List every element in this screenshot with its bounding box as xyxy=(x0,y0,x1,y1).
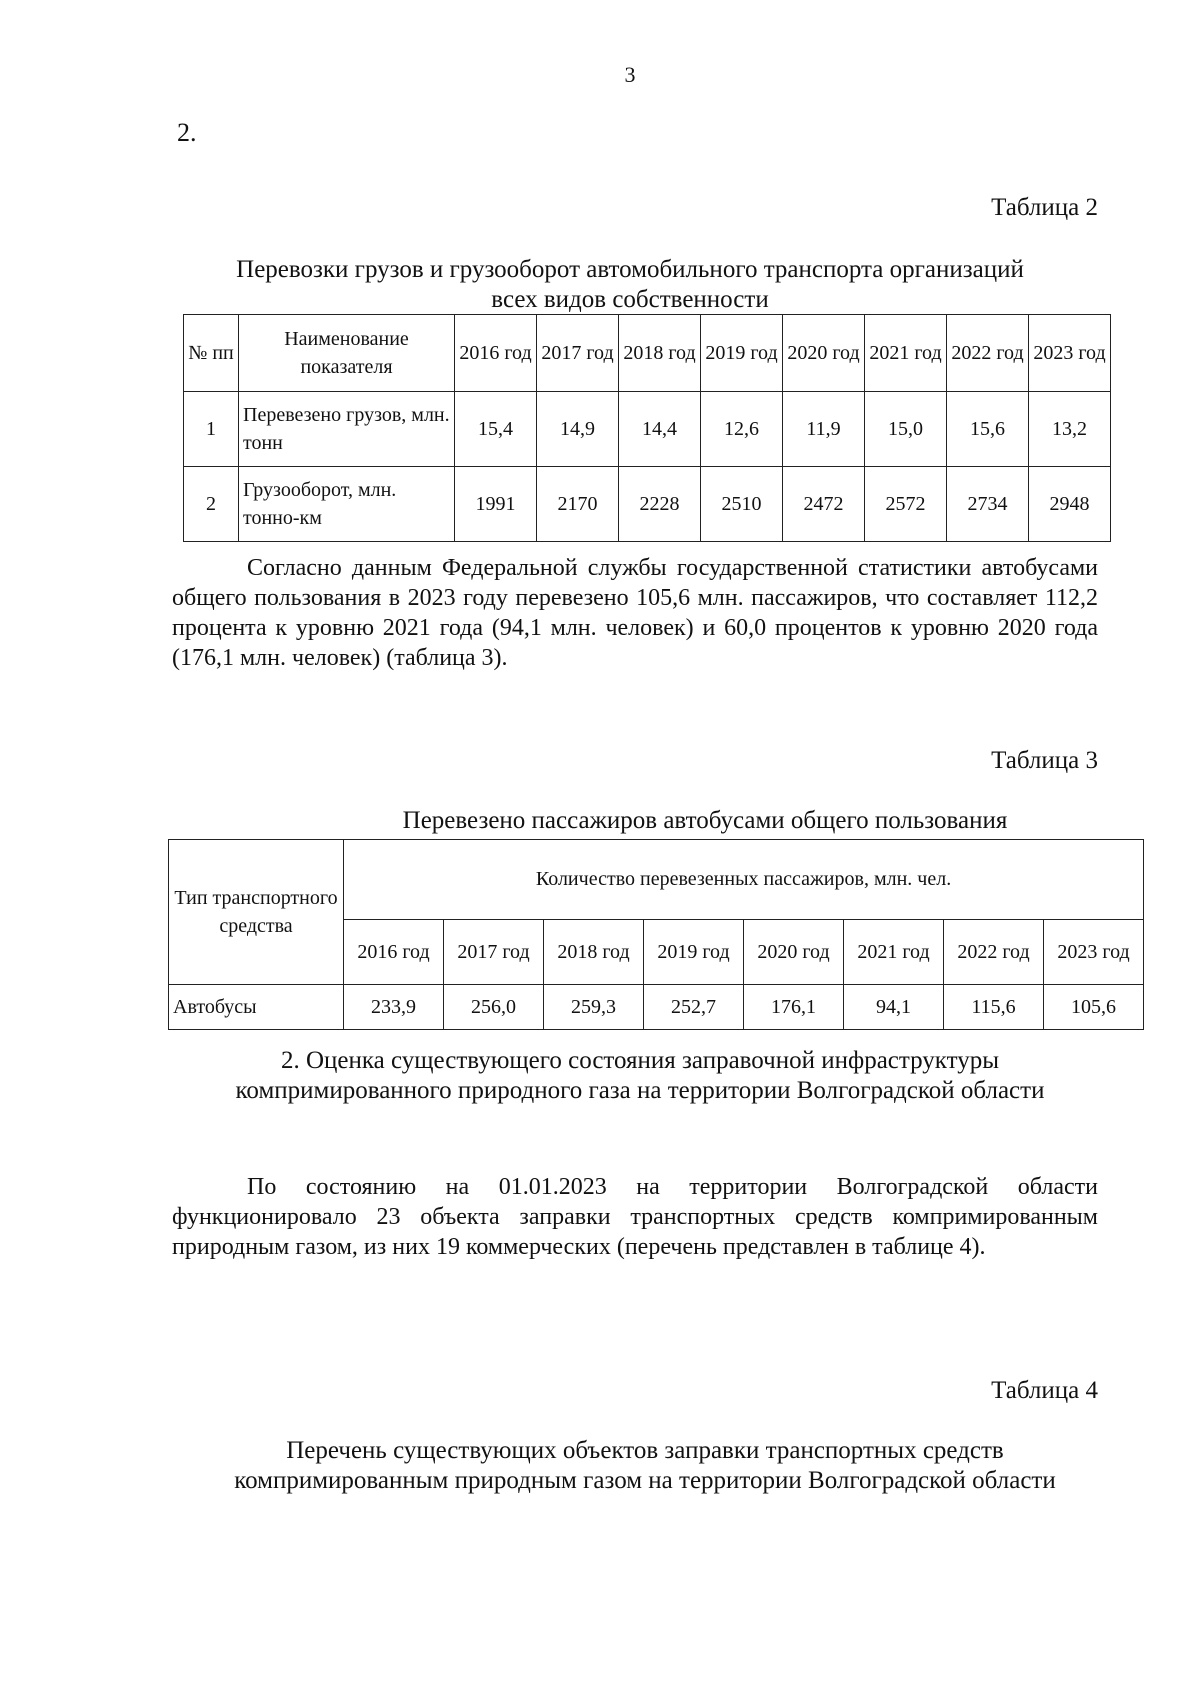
cell-value: 252,7 xyxy=(644,985,744,1030)
table2-title-line2: всех видов собственности xyxy=(491,286,769,313)
table2-header-year: 2020 год xyxy=(783,315,865,392)
row-name: Перевезено грузов, млн. тонн xyxy=(239,392,455,467)
section2-heading: 2. Оценка существующего состояния заправочной инфраструктуры компримированного природного газа на территории Волгоградской области xyxy=(235,1047,1045,1104)
cell-value: 2228 xyxy=(619,467,701,542)
table3-title: Перевезено пассажиров автобусами общего пользования xyxy=(402,807,1008,834)
table-row xyxy=(169,985,1144,1030)
table-row xyxy=(184,392,1111,467)
cell-value: 2734 xyxy=(947,467,1029,542)
cell-value: 256,0 xyxy=(444,985,544,1030)
paragraph-stations: По состоянию на 01.01.2023 на территории Волгоградской области функционировало 23 объекта заправки транспортных средств компримированным природным газом, из них 19 коммерческих (перечень представлен в таблице 4). xyxy=(172,1174,1098,1260)
cell-value: 15,0 xyxy=(865,392,947,467)
row-name: Грузооборот, млн. тонно-км xyxy=(239,467,455,542)
table3-header-year: 2017 год xyxy=(444,919,544,984)
paragraph-passengers: Согласно данным Федеральной службы государственной статистики автобусами общего пользования в 2023 году перевезено 105,6 млн. пассажиров, что составляет 112,2 процента к уровню 2021 года (94,1 млн. человек) и 60,0 процентов к уровню 2020 года (176,1 млн. человек) (таблица 3). xyxy=(172,555,1098,671)
cell-value: 14,9 xyxy=(537,392,619,467)
cell-value: 94,1 xyxy=(844,985,944,1030)
table3-header-year: 2023 год xyxy=(1044,919,1144,984)
cell-value: 2472 xyxy=(783,467,865,542)
table2-header-year: 2018 год xyxy=(619,315,701,392)
table3-header-year: 2019 год xyxy=(644,919,744,984)
table2-header-year: 2022 год xyxy=(947,315,1029,392)
cell-value: 115,6 xyxy=(944,985,1044,1030)
table3-header-year: 2020 год xyxy=(744,919,844,984)
table3-header-year: 2021 год xyxy=(844,919,944,984)
row-num: 2 xyxy=(184,467,239,542)
table2-header-num: № пп xyxy=(184,315,239,392)
table2-header-name: Наименование показателя xyxy=(239,315,455,392)
page-number: 3 xyxy=(624,62,636,87)
section-marker: 2. xyxy=(177,118,197,147)
table3-header-year: 2016 год xyxy=(344,919,444,984)
table3-header-type: Тип транспортного средства xyxy=(169,840,344,985)
cell-value: 2572 xyxy=(865,467,947,542)
cell-value: 233,9 xyxy=(344,985,444,1030)
table2-header-year: 2019 год xyxy=(701,315,783,392)
cell-value: 105,6 xyxy=(1044,985,1144,1030)
cell-value: 2510 xyxy=(701,467,783,542)
cell-value: 13,2 xyxy=(1029,392,1111,467)
table3-header-row xyxy=(169,840,1144,920)
cell-value: 15,6 xyxy=(947,392,1029,467)
table3-label: Таблица 3 xyxy=(991,747,1098,774)
table2-header-row xyxy=(184,315,1111,392)
table4-label: Таблица 4 xyxy=(991,1377,1098,1404)
table2-title xyxy=(160,255,1100,315)
cell-value: 259,3 xyxy=(544,985,644,1030)
table2-header-year: 2016 год xyxy=(455,315,537,392)
cell-value: 15,4 xyxy=(455,392,537,467)
table2-label: Таблица 2 xyxy=(991,194,1098,221)
table-row xyxy=(184,467,1111,542)
table2 xyxy=(183,314,1111,542)
row-num: 1 xyxy=(184,392,239,467)
cell-value: 14,4 xyxy=(619,392,701,467)
table3-header-year: 2018 год xyxy=(544,919,644,984)
table2-header-year: 2023 год xyxy=(1029,315,1111,392)
table2-header-year: 2017 год xyxy=(537,315,619,392)
cell-value: 2170 xyxy=(537,467,619,542)
table3-header-group: Количество перевезенных пассажиров, млн. чел. xyxy=(344,840,1144,920)
cell-value: 1991 xyxy=(455,467,537,542)
table3 xyxy=(168,839,1144,1030)
cell-value: 11,9 xyxy=(783,392,865,467)
table3-header-year: 2022 год xyxy=(944,919,1044,984)
table2-title-line1: Перевозки грузов и грузооборот автомобильного транспорта организаций xyxy=(236,256,1024,283)
table4-title: Перечень существующих объектов заправки транспортных средств компримированным природным газом на территории Волгоградской области xyxy=(234,1437,1056,1494)
cell-value: 12,6 xyxy=(701,392,783,467)
cell-value: 2948 xyxy=(1029,467,1111,542)
table2-header-year: 2021 год xyxy=(865,315,947,392)
cell-value: 176,1 xyxy=(744,985,844,1030)
row-name: Автобусы xyxy=(169,985,344,1030)
